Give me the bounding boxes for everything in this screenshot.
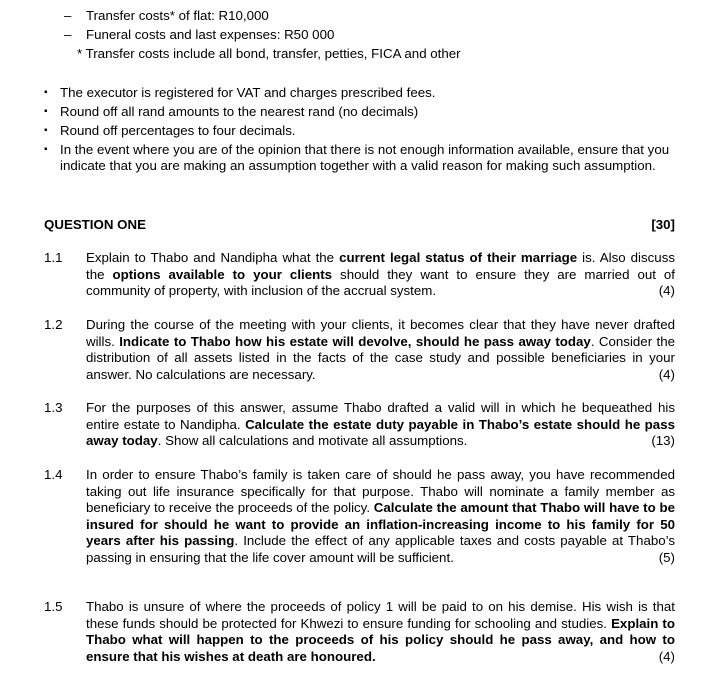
dash-marker: – bbox=[64, 8, 72, 23]
question-text: For the purposes of this answer, assume Thabo drafted a valid will in which he bequeathed his entire estate to Nandipha. Calculate the estate duty payable in Thabo’s estate should he pass away today. Show all calculations and motivate all assumptions. (13) bbox=[86, 400, 675, 449]
question-marks: (13) bbox=[651, 433, 675, 449]
question-title: QUESTION ONE bbox=[44, 217, 146, 232]
dash-marker: – bbox=[64, 27, 72, 42]
costs-list bbox=[64, 8, 334, 46]
question-number: 1.4 bbox=[44, 467, 63, 482]
question-text: In order to ensure Thabo’s family is taken care of should he pass away, you have recommended taking out life insurance specifically for that purpose. Thabo will nominate a family member as beneficiary to receive the proceeds of the policy. Calculate the amount that Thabo will have to be insured for should he want to provide an inflation-increasing income to his family for 50 years after his passing. Include the effect of any applicable taxes and costs payable at Thabo’s passing in ensuring that the life cover amount will be sufficient. (5) bbox=[86, 467, 676, 565]
question-number: 1.1 bbox=[44, 250, 63, 265]
cost-text: Funeral costs and last expenses: R50 000 bbox=[86, 27, 335, 42]
question-marks: (4) bbox=[658, 648, 675, 664]
bullet-item bbox=[44, 142, 684, 175]
question-marks: (5) bbox=[658, 549, 675, 565]
question-number: 1.3 bbox=[44, 400, 63, 415]
bullet-icon: ▪ bbox=[44, 105, 48, 117]
question-item bbox=[44, 250, 675, 300]
bullet-item bbox=[44, 104, 684, 121]
bullet-text: Round off all rand amounts to the nearest rand (no decimals) bbox=[60, 103, 419, 119]
question-item bbox=[44, 467, 675, 567]
bullet-icon: ▪ bbox=[44, 87, 48, 98]
question-text: Explain to Thabo and Nandipha what the current legal status of their marriage is. Also discuss the options available to your clients should they want to ensure they are married out of community of property, with inclusion of the accrual system. (4) bbox=[86, 250, 675, 299]
question-item bbox=[44, 400, 675, 450]
bullet-icon: ▪ bbox=[44, 143, 48, 155]
instruction-bullets bbox=[44, 85, 684, 177]
question-text: Thabo is unsure of where the proceeds of policy 1 will be paid to on his demise. His wish is that these funds should be protected for Khwezi to ensure funding for schooling and studies. Explain to Thabo what will happen to the proceeds of his policy should he pass away, and how to ensure that his wishes at death are honoured. (4) bbox=[86, 599, 675, 664]
bullet-text: Round off percentages to four decimals. bbox=[60, 122, 296, 138]
question-text: During the course of the meeting with your clients, it becomes clear that they have never drafted wills. Indicate to Thabo how his estate will devolve, should he pass away today. Consider the distribution of all assets listed in the facts of the case study and possible beneficiaries in your answer. No calculations are necessary. (4) bbox=[86, 317, 675, 382]
question-marks: (4) bbox=[658, 283, 675, 299]
question-number: 1.5 bbox=[44, 599, 63, 614]
question-item bbox=[44, 317, 675, 383]
question-item bbox=[44, 599, 675, 665]
bullet-text: In the event where you are of the opinion that there is not enough information available, ensure that you indicate that you are making an assumption together with a valid reason for making such assumption. bbox=[60, 141, 670, 174]
bullet-text: The executor is registered for VAT and charges prescribed fees. bbox=[60, 85, 436, 100]
question-marks: (4) bbox=[658, 366, 675, 382]
question-heading bbox=[44, 217, 675, 234]
question-number: 1.2 bbox=[44, 317, 63, 332]
question-total-marks: [30] bbox=[651, 217, 675, 232]
bullet-item bbox=[44, 123, 684, 140]
cost-item bbox=[64, 8, 334, 27]
bullet-item bbox=[44, 85, 684, 102]
cost-text: Transfer costs* of flat: R10,000 bbox=[86, 8, 269, 23]
bullet-icon: ▪ bbox=[44, 124, 48, 136]
costs-note: * Transfer costs include all bond, transfer, petties, FICA and other bbox=[77, 46, 461, 61]
cost-item bbox=[64, 27, 334, 46]
